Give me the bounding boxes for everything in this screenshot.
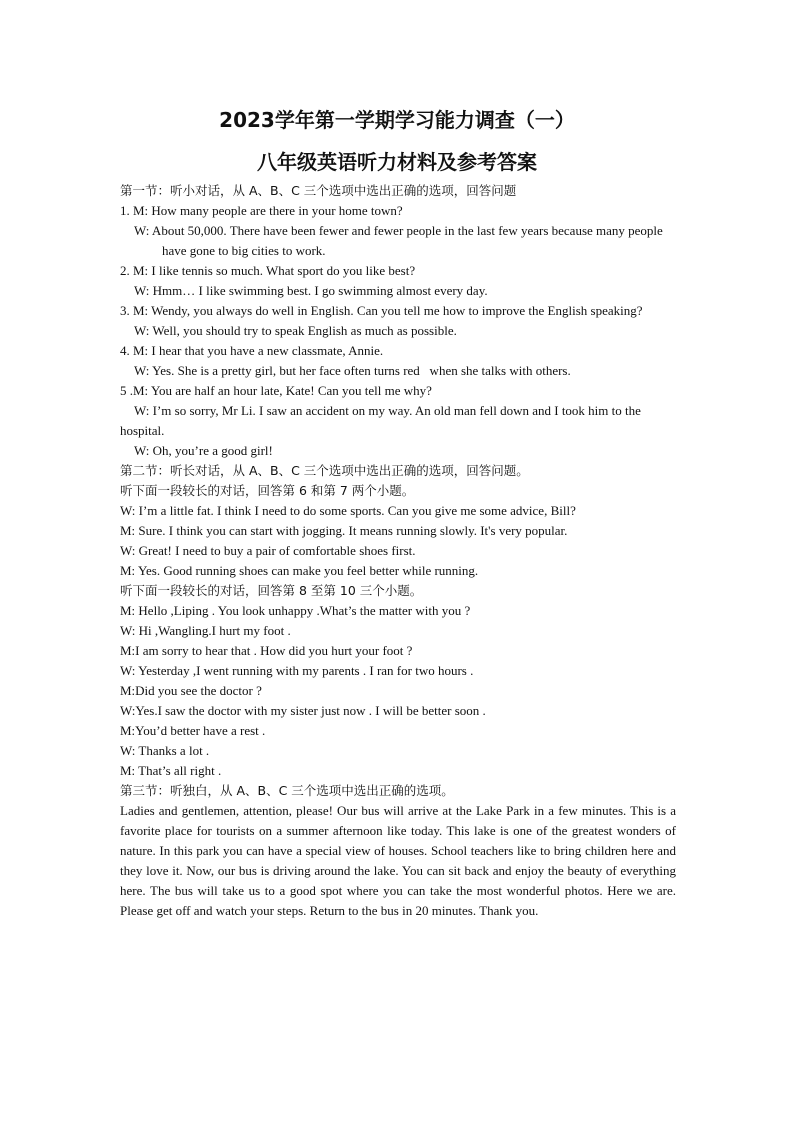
dialogue2-line: W: Thanks a lot . [120,743,210,758]
dialogue2-line: M:I am sorry to hear that . How did you hurt your foot ? [120,643,413,658]
dialogue2-line: M: That’s all right . [120,763,222,778]
q2-question: 2. M: I like tennis so much. What sport do you like best? [120,263,416,278]
dialogue1-line: M: Sure. I think you can start with jogging. It means running slowly. It's very popular. [120,523,568,538]
q1-answer: W: About 50,000. There have been fewer and fewer people in the last few years because many people have gone to big cities to work. [134,223,663,258]
q2-answer: W: Hmm… I like swimming best. I go swimming almost every day. [134,283,488,298]
q1-question: 1. M: How many people are there in your home town? [120,203,403,218]
dialogue2-line: W:Yes.I saw the doctor with my sister just now . I will be better soon . [120,703,486,718]
page-title: 2023学年第一学期学习能力调查（一） [219,108,575,132]
q4-answer: W: Yes. She is a pretty girl, but her face often turns red when she talks with others. [134,363,571,378]
section2-heading: 第二节：听长对话，从 A、B、C 三个选项中选出正确的选项，回答问题。 [120,463,529,478]
section1-heading: 第一节：听小对话，从 A、B、C 三个选项中选出正确的选项，回答问题 [120,183,517,198]
q4-question: 4. M: I hear that you have a new classmate, Annie. [120,343,384,358]
q5-answer: W: I’m so sorry, Mr Li. I saw an accident on my way. An old man fell down and I took him to the hospital. [120,403,641,438]
q5-reply: W: Oh, you’re a good girl! [134,443,273,458]
monologue-paragraph: Ladies and gentlemen, attention, please! Our bus will arrive at the Lake Park in a few minutes. This is a favorite place for tourists on a summer afternoon like today. This lake is one of the greatest wonders of nature. In this park you can have a special view of houses. School teachers like to bring children here and they love it. Now, our bus is driving around the lake. You can sit back and enjoy the beauty of everything here. The bus will take us to a good spot where you can take the most wonderful photos. Here we are. Please get off and watch your steps. Return to the bus in 20 minutes. Thank you. [120,803,676,918]
dialogue1-line: M: Yes. Good running shoes can make you feel better while running. [120,563,479,578]
q5-question: 5 .M: You are half an hour late, Kate! Can you tell me why? [120,383,432,398]
dialogue2-line: W: Yesterday ,I went running with my parents . I ran for two hours . [120,663,474,678]
q3-answer: W: Well, you should try to speak English as much as possible. [134,323,457,338]
dialogue2-line: M: Hello ,Liping . You look unhappy .What’s the matter with you ? [120,603,471,618]
dialogue1-line: W: I’m a little fat. I think I need to do some sports. Can you give me some advice, Bill? [120,503,576,518]
q3-question: 3. M: Wendy, you always do well in English. Can you tell me how to improve the English speaking? [120,303,643,318]
transcript-body [120,181,676,921]
section2-sub2: 听下面一段较长的对话，回答第 8 至第 10 三个小题。 [120,583,423,598]
dialogue1-line: W: Great! I need to buy a pair of comfortable shoes first. [120,543,416,558]
dialogue2-line: W: Hi ,Wangling.I hurt my foot . [120,623,291,638]
section2-sub1: 听下面一段较长的对话，回答第 6 和第 7 两个小题。 [120,483,415,498]
dialogue2-line: M:Did you see the doctor ? [120,683,262,698]
section3-heading: 第三节：听独白，从 A、B、C 三个选项中选出正确的选项。 [120,783,454,798]
dialogue2-line: M:You’d better have a rest . [120,723,266,738]
page-subtitle: 八年级英语听力材料及参考答案 [257,150,537,174]
